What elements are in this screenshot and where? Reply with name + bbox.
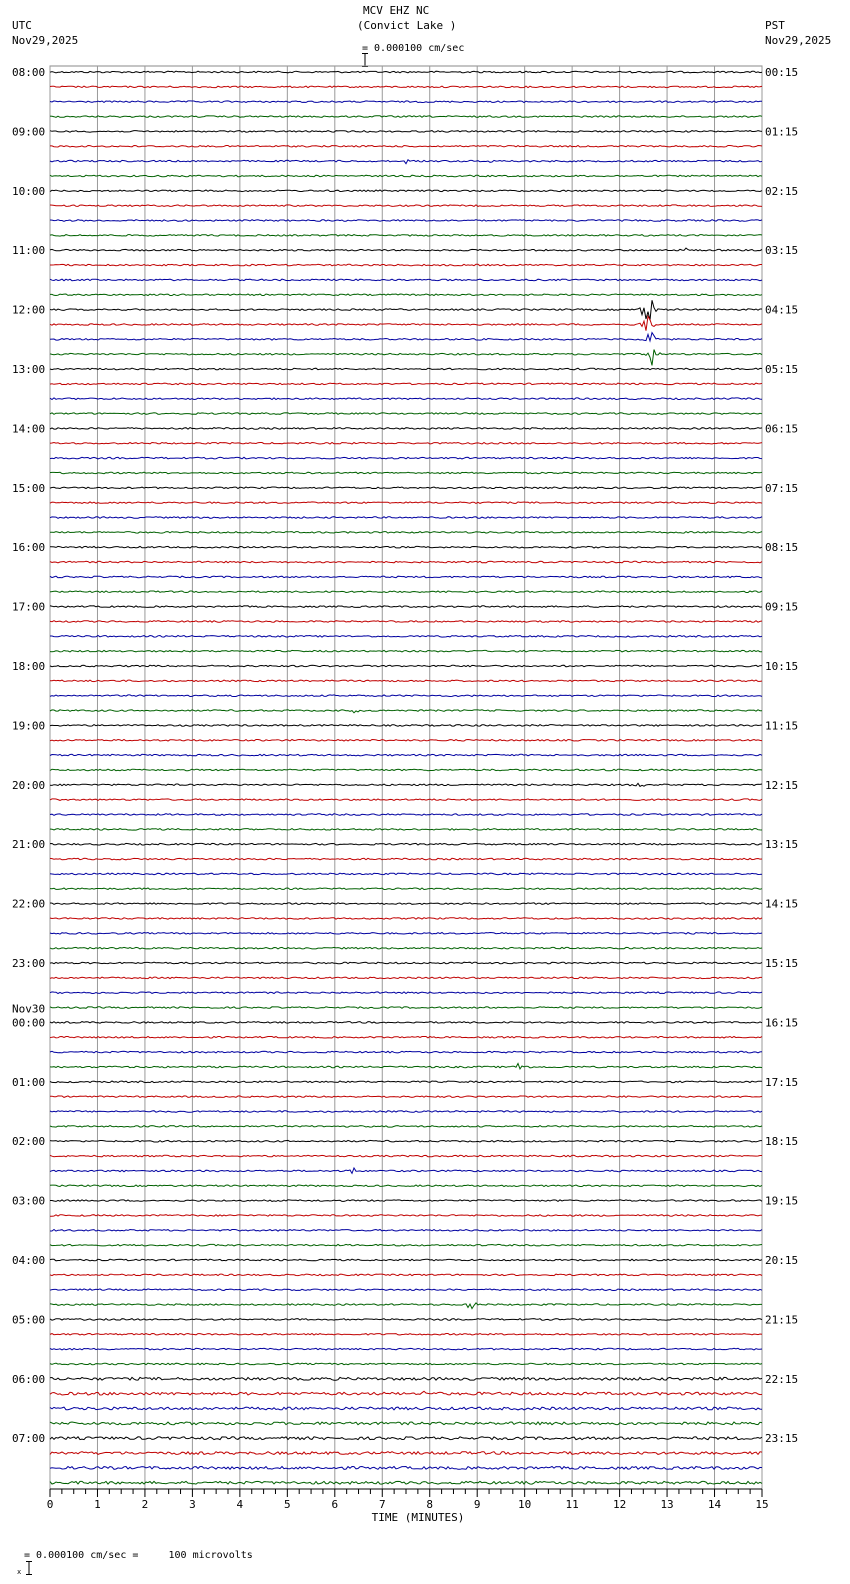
right-hour-label: 22:15 xyxy=(765,1372,799,1386)
trace-49 xyxy=(50,799,762,801)
trace-10 xyxy=(50,220,762,222)
trace-52 xyxy=(50,843,762,845)
left-hour-label: 11:00 xyxy=(12,244,46,258)
trace-51 xyxy=(50,829,762,831)
right-hour-label: 10:15 xyxy=(765,660,799,673)
trace-47 xyxy=(50,769,762,771)
right-hour-label: 14:15 xyxy=(765,897,799,911)
trace-85 xyxy=(50,1334,762,1336)
trace-92 xyxy=(50,1437,762,1440)
trace-53 xyxy=(50,858,762,860)
x-tick-label: 6 xyxy=(331,1498,339,1511)
left-hour-label: 09:00 xyxy=(12,125,46,139)
left-hour-label: 00:00 xyxy=(12,1016,46,1030)
x-tick-label: 12 xyxy=(612,1498,627,1511)
left-hour-label: 23:00 xyxy=(12,957,46,970)
trace-40 xyxy=(50,665,762,667)
trace-9 xyxy=(50,205,762,207)
trace-56 xyxy=(50,903,762,905)
trace-82 xyxy=(50,1289,762,1291)
trace-2 xyxy=(50,101,762,103)
trace-11 xyxy=(50,235,762,237)
trace-71 xyxy=(50,1126,762,1128)
trace-42 xyxy=(50,695,762,697)
right-hour-label: 16:15 xyxy=(765,1016,799,1030)
left-hour-label: 13:00 xyxy=(12,363,46,376)
left-hour-label: 19:00 xyxy=(12,719,46,733)
left-hour-label: 17:00 xyxy=(12,600,46,614)
trace-39 xyxy=(50,650,762,652)
left-hour-label: 02:00 xyxy=(12,1135,46,1149)
trace-55 xyxy=(50,888,762,890)
right-hour-label: 09:15 xyxy=(765,600,799,614)
trace-18 xyxy=(50,333,762,341)
x-tick-label: 2 xyxy=(141,1498,149,1511)
right-hour-label: 04:15 xyxy=(765,303,799,317)
right-date: Nov29,2025 xyxy=(765,34,832,47)
right-hour-label: 23:15 xyxy=(765,1432,799,1446)
trace-45 xyxy=(50,740,762,742)
trace-13 xyxy=(50,264,762,266)
trace-23 xyxy=(50,413,762,415)
trace-95 xyxy=(50,1481,762,1484)
x-tick-label: 5 xyxy=(284,1498,291,1511)
trace-17 xyxy=(50,316,762,330)
trace-33 xyxy=(50,561,762,563)
station-title: MCV EHZ NC xyxy=(363,4,430,17)
trace-19 xyxy=(50,350,762,366)
right-hour-label: 06:15 xyxy=(765,422,799,436)
x-tick-label: 10 xyxy=(518,1498,532,1511)
trace-68 xyxy=(50,1081,762,1083)
trace-3 xyxy=(50,116,762,118)
trace-76 xyxy=(50,1200,762,1202)
trace-24 xyxy=(50,428,762,430)
trace-80 xyxy=(50,1259,762,1261)
trace-48 xyxy=(50,783,762,786)
trace-58 xyxy=(50,933,762,935)
left-hour-label: 15:00 xyxy=(12,481,46,495)
trace-81 xyxy=(50,1274,762,1276)
trace-70 xyxy=(50,1111,762,1113)
trace-79 xyxy=(50,1244,762,1246)
trace-29 xyxy=(50,502,762,504)
trace-12 xyxy=(50,248,762,251)
x-tick-label: 7 xyxy=(378,1498,386,1511)
right-hour-label: 05:15 xyxy=(765,363,799,376)
left-timezone: UTC xyxy=(12,19,32,32)
x-tick-label: 9 xyxy=(473,1498,481,1511)
trace-34 xyxy=(50,576,762,578)
footer-scale-note: = 0.000100 cm/sec = 100 microvolts xyxy=(24,1550,253,1561)
trace-93 xyxy=(50,1452,762,1455)
trace-50 xyxy=(50,814,762,816)
trace-72 xyxy=(50,1140,762,1142)
trace-32 xyxy=(50,546,762,548)
trace-21 xyxy=(50,383,762,385)
trace-84 xyxy=(50,1319,762,1321)
left-hour-label: 20:00 xyxy=(12,778,46,792)
trace-20 xyxy=(50,368,762,370)
left-hour-label: 07:00 xyxy=(12,1432,46,1446)
trace-26 xyxy=(50,457,762,459)
right-hour-label: 02:15 xyxy=(765,184,799,198)
trace-69 xyxy=(50,1096,762,1098)
trace-65 xyxy=(50,1037,762,1039)
trace-38 xyxy=(50,636,762,638)
trace-78 xyxy=(50,1230,762,1232)
trace-91 xyxy=(50,1422,762,1425)
left-hour-label: 04:00 xyxy=(12,1254,46,1267)
trace-43 xyxy=(50,710,762,713)
right-hour-label: 03:15 xyxy=(765,244,799,258)
right-hour-label: 15:15 xyxy=(765,957,799,970)
trace-16 xyxy=(50,300,762,320)
trace-66 xyxy=(50,1051,762,1053)
trace-lines xyxy=(50,71,762,1484)
trace-30 xyxy=(50,517,762,519)
trace-36 xyxy=(50,606,762,608)
x-tick-label: 11 xyxy=(565,1498,579,1511)
trace-28 xyxy=(50,487,762,489)
trace-90 xyxy=(50,1407,762,1410)
left-hour-label: 22:00 xyxy=(12,897,46,911)
left-hour-label: 05:00 xyxy=(12,1313,46,1327)
trace-35 xyxy=(50,591,762,593)
trace-44 xyxy=(50,725,762,727)
trace-54 xyxy=(50,873,762,875)
right-hour-label: 08:15 xyxy=(765,541,799,555)
x-tick-label: 8 xyxy=(426,1498,434,1511)
left-date-label: Nov30 xyxy=(12,1002,46,1016)
left-hour-label: 21:00 xyxy=(12,838,46,852)
trace-60 xyxy=(50,962,762,964)
right-hour-label: 19:15 xyxy=(765,1194,799,1208)
svg-text:x: x xyxy=(17,1568,22,1576)
x-tick-label: 15 xyxy=(755,1498,769,1511)
trace-86 xyxy=(50,1348,762,1350)
left-date: Nov29,2025 xyxy=(12,34,79,47)
time-axis xyxy=(47,1489,769,1511)
trace-57 xyxy=(50,918,762,920)
left-hour-label: 16:00 xyxy=(12,541,46,555)
trace-1 xyxy=(50,86,762,88)
x-tick-label: 1 xyxy=(94,1498,101,1511)
scale-label: = 0.000100 cm/sec xyxy=(362,43,465,54)
trace-74 xyxy=(50,1168,762,1173)
trace-46 xyxy=(50,754,762,756)
left-hour-label: 12:00 xyxy=(12,303,46,317)
trace-6 xyxy=(50,160,762,164)
left-hour-label: 08:00 xyxy=(12,66,46,79)
left-hour-label: 18:00 xyxy=(12,660,46,673)
trace-62 xyxy=(50,992,762,994)
right-timezone: PST xyxy=(765,19,785,32)
right-hour-label: 18:15 xyxy=(765,1135,799,1149)
trace-4 xyxy=(50,131,762,133)
left-hour-label: 06:00 xyxy=(12,1372,46,1386)
right-hour-label: 13:15 xyxy=(765,838,799,852)
trace-37 xyxy=(50,621,762,623)
x-tick-label: 0 xyxy=(46,1498,54,1511)
trace-25 xyxy=(50,443,762,445)
trace-88 xyxy=(50,1377,762,1380)
trace-0 xyxy=(50,71,762,73)
right-hour-label: 17:15 xyxy=(765,1075,799,1089)
trace-94 xyxy=(50,1467,762,1470)
station-location: (Convict Lake ) xyxy=(357,19,457,32)
right-hour-label: 20:15 xyxy=(765,1254,799,1267)
trace-64 xyxy=(50,1022,762,1024)
left-hour-label: 03:00 xyxy=(12,1194,46,1208)
trace-73 xyxy=(50,1155,762,1157)
left-hour-label: 14:00 xyxy=(12,422,46,436)
trace-22 xyxy=(50,398,762,400)
left-hour-label: 01:00 xyxy=(12,1075,46,1089)
trace-14 xyxy=(50,279,762,281)
footer-scale-icon xyxy=(4,1546,22,1576)
trace-87 xyxy=(50,1363,762,1365)
trace-41 xyxy=(50,680,762,682)
trace-15 xyxy=(50,294,762,296)
x-tick-label: 3 xyxy=(189,1498,196,1511)
trace-59 xyxy=(50,947,762,949)
trace-27 xyxy=(50,472,762,474)
trace-7 xyxy=(50,175,762,177)
x-tick-label: 13 xyxy=(660,1498,674,1511)
trace-77 xyxy=(50,1215,762,1217)
right-hour-label: 12:15 xyxy=(765,778,799,792)
x-axis-label: TIME (MINUTES) xyxy=(371,1511,465,1524)
x-tick-label: 14 xyxy=(707,1498,722,1511)
trace-89 xyxy=(50,1391,762,1395)
trace-63 xyxy=(50,1007,762,1009)
trace-8 xyxy=(50,190,762,192)
trace-83 xyxy=(50,1303,762,1309)
trace-31 xyxy=(50,532,762,534)
left-hour-label: 10:00 xyxy=(12,184,46,198)
trace-75 xyxy=(50,1185,762,1187)
right-hour-label: 07:15 xyxy=(765,481,799,495)
trace-67 xyxy=(50,1064,762,1069)
x-tick-label: 4 xyxy=(236,1498,244,1511)
right-hour-label: 00:15 xyxy=(765,66,799,79)
trace-61 xyxy=(50,977,762,979)
right-hour-label: 21:15 xyxy=(765,1313,799,1327)
right-hour-label: 01:15 xyxy=(765,125,799,139)
trace-5 xyxy=(50,146,762,148)
right-hour-label: 11:15 xyxy=(765,719,799,733)
